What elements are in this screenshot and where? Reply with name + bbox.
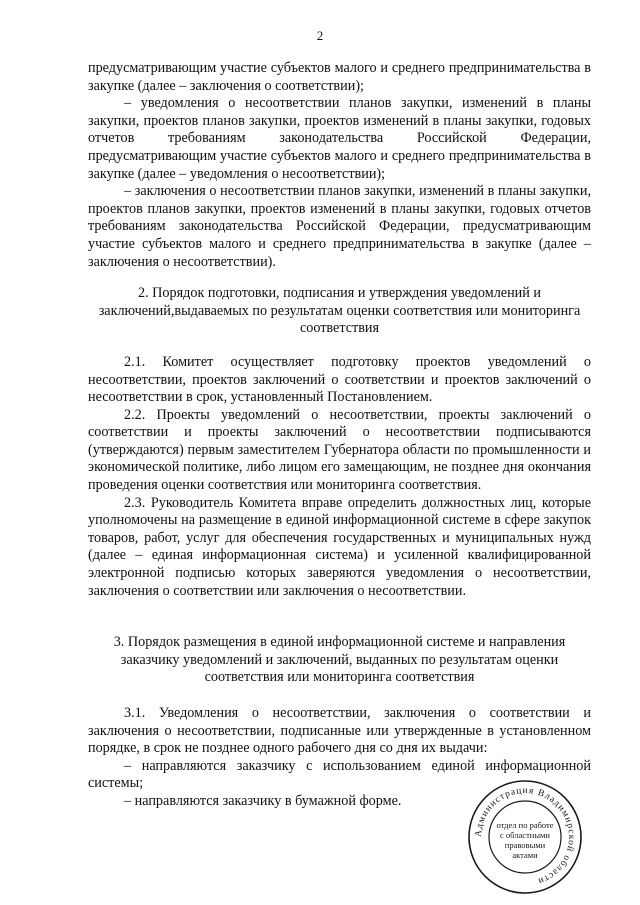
- paragraph-2-3: 2.3. Руководитель Комитета вправе определить должностных лиц, которые уполномочены на размещение в единой информационной системе в сфере закупок товаров, работ, услуг для обеспечения государственных и муниципальных нужд (далее – единая информационная система) и усиленной квалифицированной электронной подписью которых заверяются уведомления о несоответствии, заключения о соответствии или заключения о несоответствии.: [88, 494, 591, 599]
- paragraph-notifications: – уведомления о несоответствии планов закупки, изменений в планы закупки, проектов планов закупки, проектов изменений в планы закупки, годовых отчетов требованиям законодательства Российской Федерации, предусматривающим участие субъектов малого и среднего предпринимательства в закупке (далее – уведомления о несоответствии);: [88, 95, 591, 182]
- section-2-heading: 2. Порядок подготовки, подписания и утверждения уведомлений и заключений,выдаваемых по результатам оценки соответствия или мониторинга соответствия: [98, 285, 581, 337]
- section-3-heading: 3. Порядок размещения в единой информационной системе и направления заказчику уведомлений и заключений, выданных по результатам оценки соответствия или мониторинга соответствия: [113, 634, 566, 686]
- stamp-ring-text: Администрация Владимирской области: [473, 785, 577, 887]
- paragraph-2-1: 2.1. Комитет осуществляет подготовку проектов уведомлений о несоответствии, проектов заключений о соответствии и проектов заключений о несоответствии в срок, установленный Постановлением.: [88, 353, 591, 406]
- stamp-center-line-2: с областными: [500, 830, 550, 840]
- paragraph-3-1-item-1: – направляются заказчику с использованием единой информационной системы;: [88, 757, 591, 792]
- paragraph-3-1: 3.1. Уведомления о несоответствии, заключения о соответствии и заключения о несоответствии, подписанные или утвержденные в установленном порядке, в срок не позднее одного рабочего дня со дня их выдачи:: [88, 705, 591, 757]
- paragraph-3-1-item-2: – направляются заказчику в бумажной форме.: [124, 792, 402, 809]
- paragraph-continuation: предусматривающим участие субъектов малого и среднего предпринимательства в закупке (далее – заключения о соответствии);: [88, 60, 591, 94]
- official-stamp: [466, 778, 584, 896]
- page-number: 2: [316, 28, 324, 43]
- stamp-center-line-4: актами: [512, 850, 538, 860]
- stamp-center-line-1: отдел по работе: [496, 820, 554, 830]
- document-body: [88, 60, 591, 811]
- paragraph-conclusions: – заключения о несоответствии планов закупки, изменений в планы закупки, проектов планов закупки, проектов изменений в планы закупки, годовых отчетов требованиям законодательства Российской Федерации, предусматривающим участие субъектов малого и среднего предпринимательства в закупке (далее – заключения о несоответствии).: [88, 183, 591, 270]
- paragraph-2-2: 2.2. Проекты уведомлений о несоответствии, проекты заключений о соответствии и проекты заключений о несоответствии подписываются (утверждаются) первым заместителем Губернатора области по промышленности и экономической политике, либо лицом его замещающим, не позднее дня окончания проведения оценки соответствия или мониторинга соответствия.: [88, 406, 591, 494]
- stamp-center-line-3: правовыми: [504, 840, 546, 850]
